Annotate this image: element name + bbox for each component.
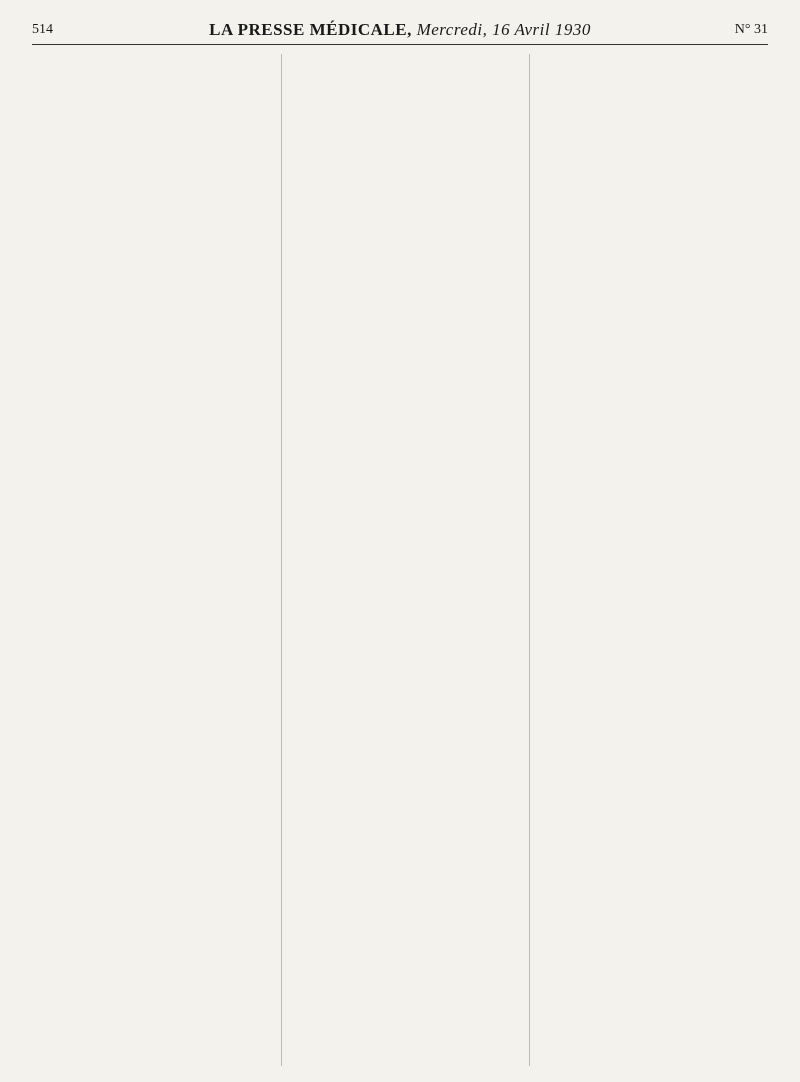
column-right	[529, 54, 768, 1066]
article-columns	[32, 54, 768, 1066]
issue-date: Mercredi, 16 Avril 1930	[416, 20, 591, 39]
publication-title: LA PRESSE MÉDICALE,	[209, 20, 412, 39]
column-left	[32, 54, 271, 1066]
page-number: 514	[32, 22, 53, 37]
page-header	[32, 16, 768, 45]
column-middle	[281, 54, 520, 1066]
masthead	[92, 20, 708, 40]
issue-number: N° 31	[734, 22, 768, 37]
